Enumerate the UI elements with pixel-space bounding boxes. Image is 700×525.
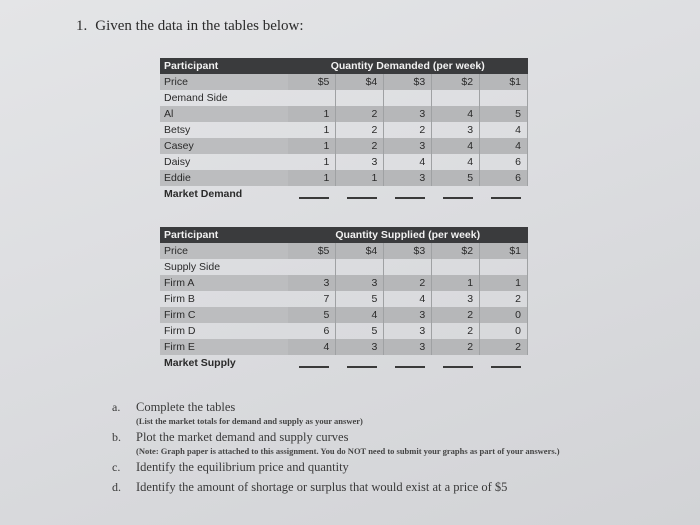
quantity-cell: 5: [336, 291, 384, 307]
table-row: [160, 275, 528, 291]
demand-price-cell: $3: [384, 74, 432, 90]
quantity-cell: 3: [384, 339, 432, 355]
supply-section-label: Supply Side: [164, 261, 221, 273]
answer-blank: [443, 189, 473, 199]
quantity-cell: 5: [336, 323, 384, 339]
supply-price-row: [160, 243, 528, 259]
quantity-cell: 4: [480, 138, 528, 154]
quantity-cell: 6: [480, 154, 528, 170]
question-text: Complete the tables: [136, 400, 236, 414]
question-text: Identify the amount of shortage or surplus that would exist at a price of $5: [136, 480, 508, 494]
firm-name: Firm A: [160, 275, 288, 291]
market-supply-row: [160, 355, 528, 371]
quantity-cell: 2: [336, 106, 384, 122]
answer-blank: [299, 189, 329, 199]
quantity-cell: 1: [432, 275, 480, 291]
demand-header-row: [160, 58, 528, 74]
problem-number: 1.: [76, 18, 88, 34]
firm-name: Firm E: [160, 339, 288, 355]
quantity-cell: 1: [336, 170, 384, 186]
quantity-cell: 3: [288, 275, 336, 291]
table-row: [160, 106, 528, 122]
quantity-cell: 4: [384, 154, 432, 170]
demand-price-row: [160, 74, 528, 90]
demand-price-cell: $2: [432, 74, 480, 90]
answer-blank: [491, 358, 521, 368]
answer-blank: [443, 358, 473, 368]
quantity-cell: 5: [432, 170, 480, 186]
supply-price-cell: $2: [432, 243, 480, 259]
answer-blank: [395, 189, 425, 199]
supply-header-label: Participant: [160, 227, 288, 243]
table-row: [160, 339, 528, 355]
supply-price-label: Price: [160, 243, 288, 259]
quantity-cell: 3: [384, 138, 432, 154]
demand-price-label: Price: [160, 74, 288, 90]
quantity-cell: 4: [288, 339, 336, 355]
supply-price-cell: $5: [288, 243, 336, 259]
quantity-cell: 4: [480, 122, 528, 138]
question-item: [112, 458, 616, 476]
table-row: [160, 307, 528, 323]
question-letter: d.: [112, 480, 121, 494]
question-note: (Note: Graph paper is attached to this assignment. You do NOT need to submit your graphs as part of your answers.): [136, 446, 560, 456]
quantity-cell: 3: [336, 275, 384, 291]
participant-name: Daisy: [164, 156, 191, 168]
quantity-cell: 4: [432, 106, 480, 122]
quantity-cell: 2: [336, 122, 384, 138]
quantity-cell: 0: [480, 307, 528, 323]
quantity-cell: 1: [288, 106, 336, 122]
market-supply-label: Market Supply: [164, 357, 236, 369]
demand-section-label: Demand Side: [164, 92, 228, 104]
quantity-cell: 2: [336, 138, 384, 154]
question-list: [112, 398, 616, 496]
market-demand-row: [160, 186, 528, 202]
market-demand-label: Market Demand: [164, 188, 243, 200]
quantity-cell: 3: [336, 339, 384, 355]
quantity-cell: 1: [288, 154, 336, 170]
quantity-cell: 2: [432, 307, 480, 323]
quantity-cell: 2: [384, 275, 432, 291]
quantity-cell: 5: [288, 307, 336, 323]
problem-title: [76, 18, 304, 35]
answer-blank: [347, 358, 377, 368]
firm-name: Firm B: [164, 293, 195, 305]
supply-section-row: [160, 259, 528, 275]
table-row: [160, 323, 528, 339]
table-row: [160, 154, 528, 170]
supply-header-row: [160, 227, 528, 243]
quantity-cell: 3: [336, 154, 384, 170]
participant-name: Casey: [160, 138, 288, 154]
quantity-cell: 4: [336, 307, 384, 323]
quantity-cell: 4: [432, 154, 480, 170]
quantity-cell: 6: [288, 323, 336, 339]
quantity-cell: 5: [480, 106, 528, 122]
quantity-cell: 2: [480, 339, 528, 355]
answer-blank: [491, 189, 521, 199]
quantity-cell: 3: [432, 122, 480, 138]
quantity-cell: 2: [432, 323, 480, 339]
participant-name: Betsy: [164, 124, 191, 136]
quantity-cell: 3: [384, 106, 432, 122]
quantity-cell: 1: [480, 275, 528, 291]
participant-name: Al: [160, 106, 288, 122]
question-item: [112, 398, 616, 426]
answer-blank: [347, 189, 377, 199]
table-row: [160, 291, 528, 307]
quantity-cell: 4: [384, 291, 432, 307]
demand-price-cell: $1: [480, 74, 528, 90]
demand-section-row: [160, 90, 528, 106]
quantity-cell: 3: [384, 307, 432, 323]
quantity-cell: 3: [432, 291, 480, 307]
question-text: Identify the equilibrium price and quantity: [136, 460, 349, 474]
firm-name: Firm C: [160, 307, 288, 323]
quantity-cell: 2: [384, 122, 432, 138]
quantity-cell: 4: [432, 138, 480, 154]
demand-header-title: Quantity Demanded (per week): [288, 58, 528, 74]
supply-price-cell: $3: [384, 243, 432, 259]
table-row: [160, 170, 528, 186]
demand-price-cell: $5: [288, 74, 336, 90]
question-letter: a.: [112, 400, 121, 414]
supply-price-cell: $4: [336, 243, 384, 259]
quantity-cell: 2: [432, 339, 480, 355]
question-text: Plot the market demand and supply curves: [136, 430, 349, 444]
quantity-cell: 1: [288, 170, 336, 186]
demand-price-cell: $4: [336, 74, 384, 90]
firm-name: Firm D: [164, 325, 196, 337]
quantity-cell: 2: [480, 291, 528, 307]
question-item: [112, 428, 616, 456]
answer-blank: [299, 358, 329, 368]
problem-text: Given the data in the tables below:: [95, 18, 304, 34]
supply-price-cell: $1: [480, 243, 528, 259]
quantity-cell: 6: [480, 170, 528, 186]
quantity-cell: 3: [384, 170, 432, 186]
quantity-cell: 7: [288, 291, 336, 307]
supply-table: [160, 227, 528, 371]
participant-name: Eddie: [160, 170, 288, 186]
quantity-cell: 1: [288, 122, 336, 138]
table-row: [160, 122, 528, 138]
question-letter: b.: [112, 430, 121, 444]
quantity-cell: 0: [480, 323, 528, 339]
quantity-cell: 1: [288, 138, 336, 154]
table-row: [160, 138, 528, 154]
supply-header-title: Quantity Supplied (per week): [288, 227, 528, 243]
question-item: [112, 478, 616, 496]
demand-header-label: Participant: [160, 58, 288, 74]
answer-blank: [395, 358, 425, 368]
demand-table: [160, 58, 528, 202]
question-letter: c.: [112, 460, 121, 474]
question-note: (List the market totals for demand and supply as your answer): [136, 416, 363, 426]
quantity-cell: 3: [384, 323, 432, 339]
